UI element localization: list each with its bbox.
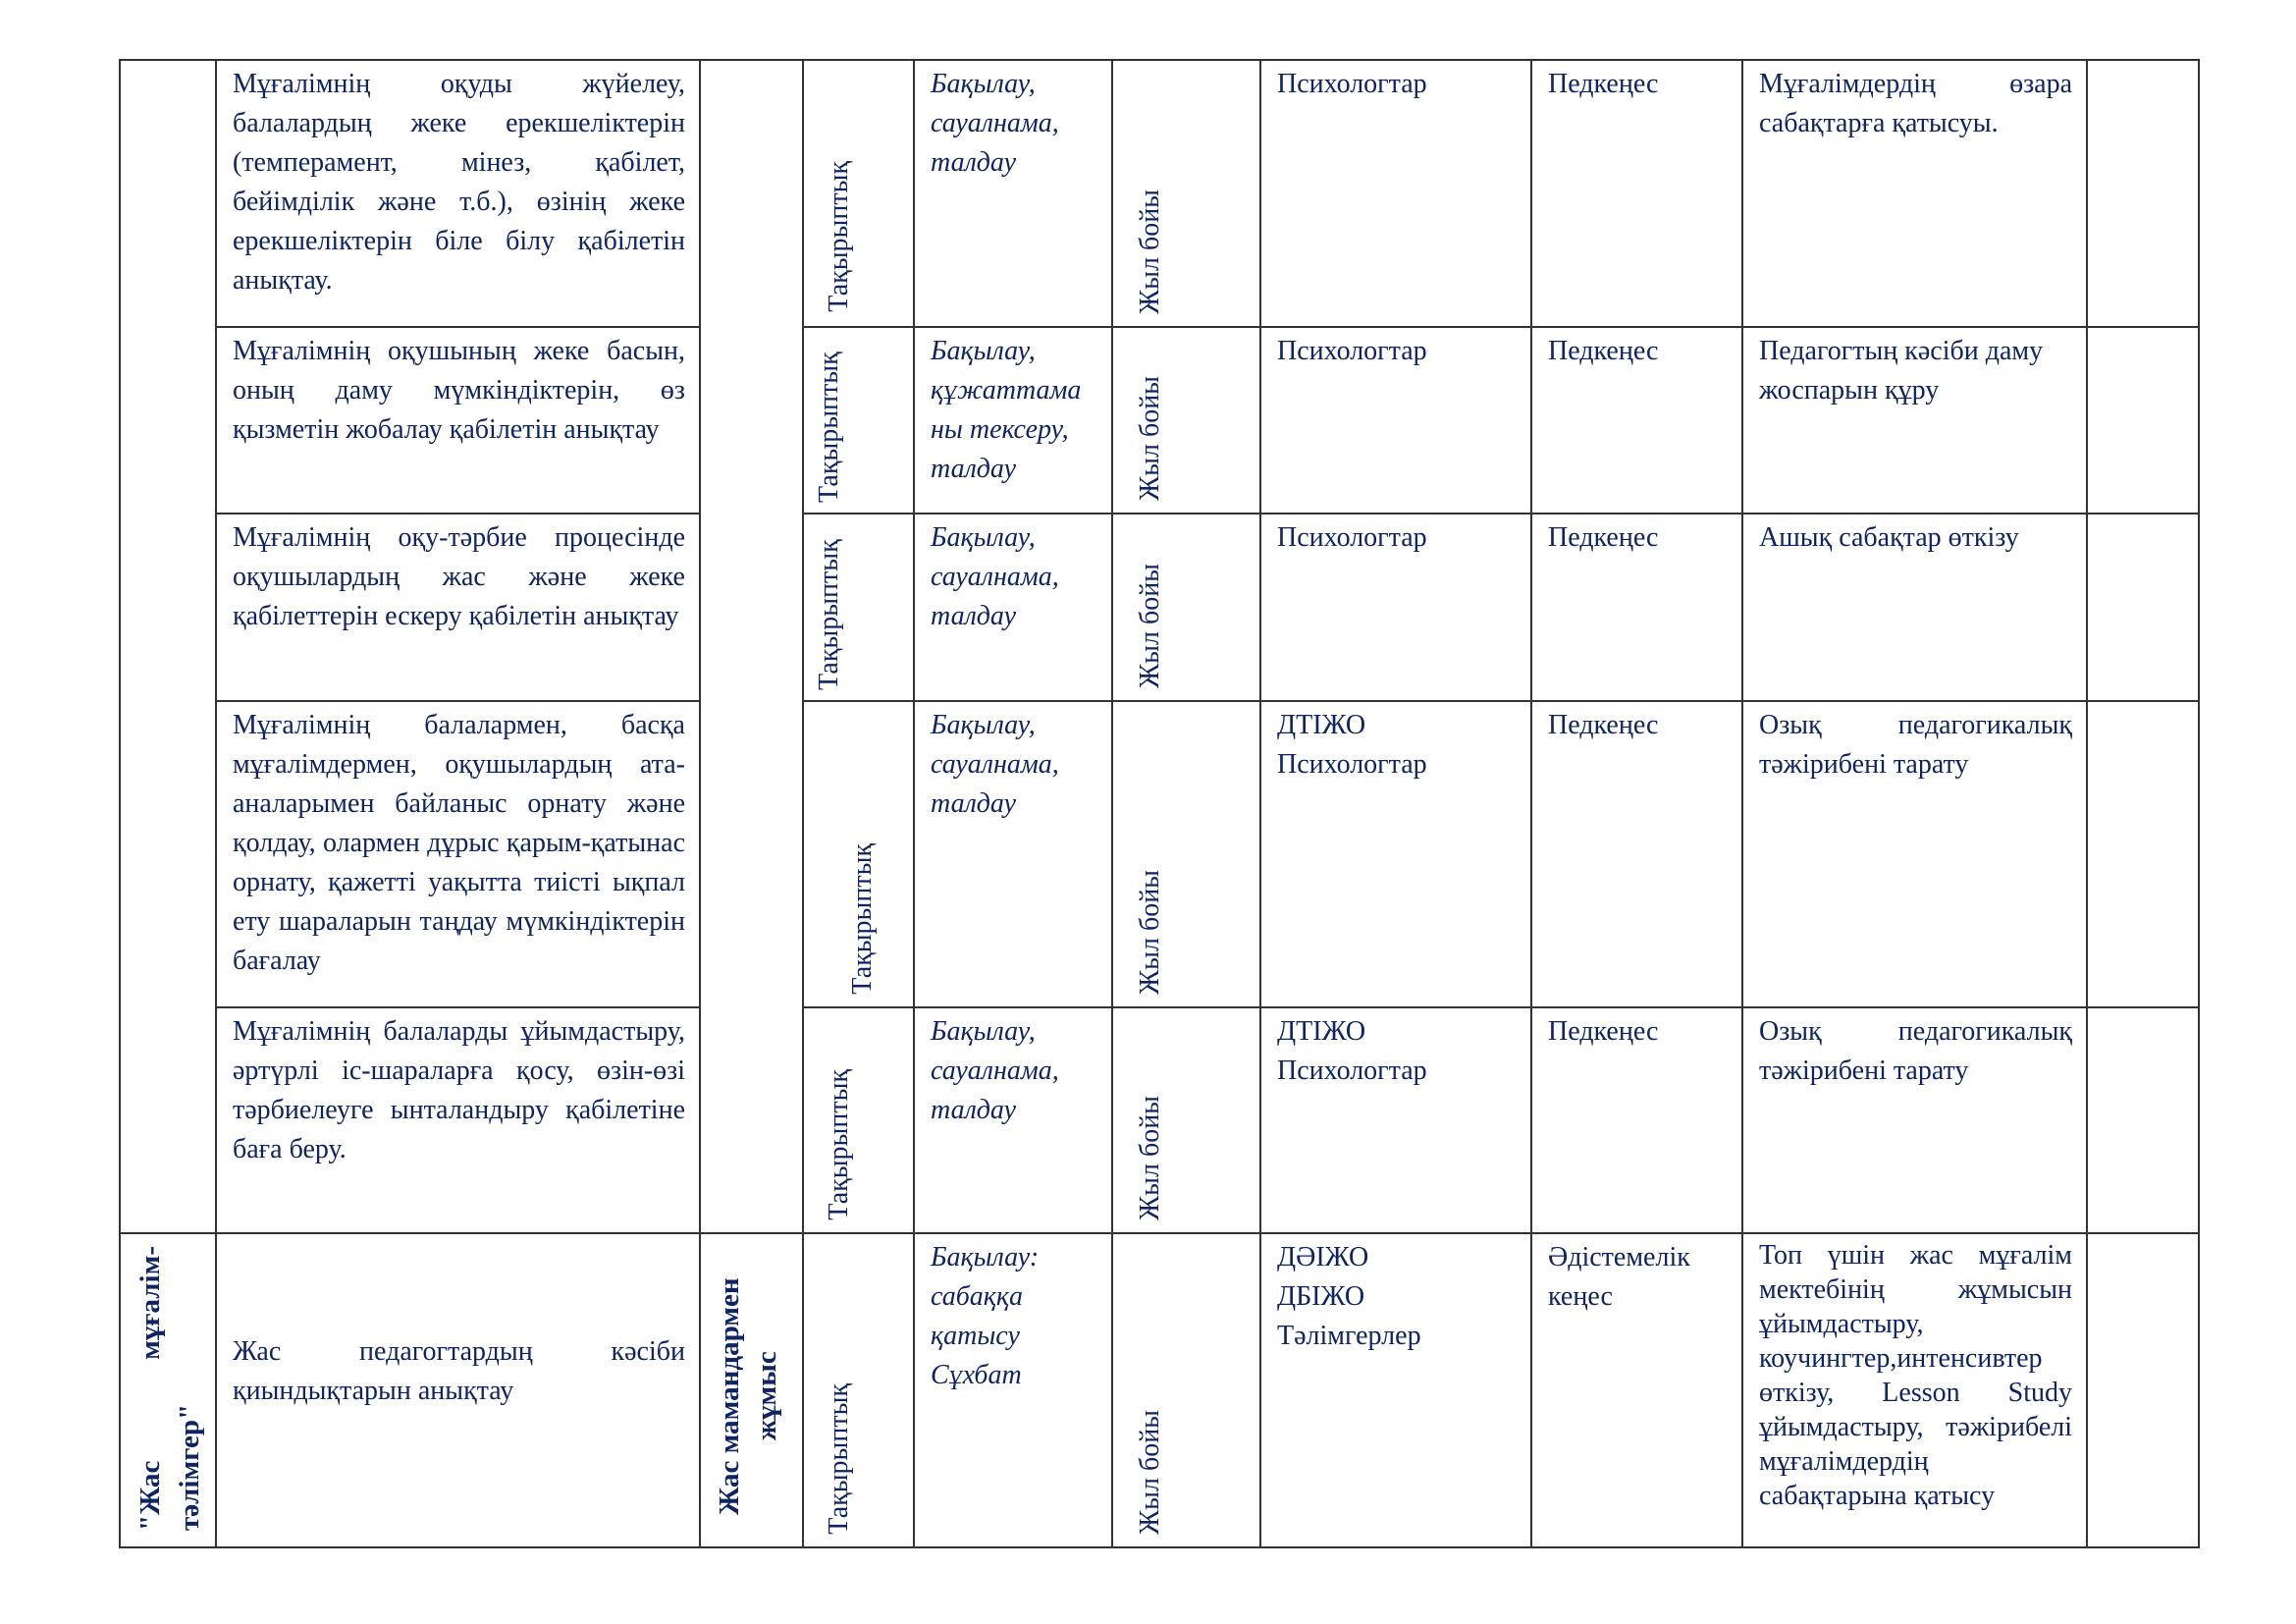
responsible-item: ДӘІЖО [1277, 1242, 1369, 1272]
discussion-cell: Әдістемелік кеңес [1531, 1233, 1742, 1547]
goal-text: Жас педагогтардың кәсіби қиындықтарын анықтау [233, 1336, 685, 1406]
goal-cell: Мұғалімнің балаларды ұйымдастыру, әртүрлі іс-шараларға қосу, өзін-өзі тәрбиелеуге ынталандыру қабілетіне баға беру. [216, 1007, 700, 1233]
period-cell [1112, 1007, 1260, 1233]
result-cell: Озық педагогикалық тәжірибені тарату [1742, 1007, 2087, 1233]
table-row [120, 1233, 2199, 1547]
control-type-cell [803, 60, 914, 327]
methods-cell [914, 701, 1112, 1007]
table-row [120, 701, 2199, 1007]
period-cell [1112, 60, 1260, 327]
period: Жыл бойы [1135, 376, 1165, 501]
responsible-item: Психологтар [1277, 336, 1427, 366]
method-line: талдау [931, 1095, 1016, 1125]
methods-cell [914, 60, 1112, 327]
control-type: Тақырыптық [814, 352, 844, 503]
method-line: сауалнама, [931, 562, 1059, 592]
method-line: Бақылау, [931, 710, 1036, 740]
result-cell: Мұғалімдердің өзара сабақтарға қатысуы. [1742, 60, 2087, 327]
period: Жыл бойы [1135, 564, 1165, 688]
method-line: қатысу [931, 1321, 1020, 1351]
responsible-item: ДТІЖО [1277, 710, 1366, 740]
note-cell [2087, 514, 2199, 701]
table-row [120, 1007, 2199, 1233]
result-cell: Ашық сабақтар өткізу [1742, 514, 2087, 701]
result-cell: Педагогтың кәсіби даму жоспарын құру [1742, 327, 2087, 514]
note-cell [2087, 1233, 2199, 1547]
control-type-cell [803, 701, 914, 1007]
goal-cell: Мұғалімнің оқу-тәрбие процесінде оқушылардың жас және жеке қабілеттерін ескеру қабілетін анықтау [216, 514, 700, 701]
control-type-cell [803, 327, 914, 514]
method-line: сауалнама, [931, 749, 1059, 780]
method-line: Бақылау, [931, 522, 1036, 553]
goal-cell [216, 1233, 700, 1547]
note-cell [2087, 1007, 2199, 1233]
period: Жыл бойы [1135, 1096, 1165, 1220]
control-type: Тақырыптық [814, 539, 844, 690]
control-type: Тақырыптық [824, 1069, 854, 1220]
direction-cell [700, 60, 803, 1233]
direction-cell [700, 1233, 803, 1547]
responsible-item: Психологтар [1277, 1056, 1427, 1086]
method-line: Бақылау, [931, 1016, 1036, 1047]
method-line: сауалнама, [931, 1056, 1059, 1086]
responsible-item: Психологтар [1277, 522, 1427, 553]
table-row [120, 327, 2199, 514]
goal-cell: Мұғалімнің оқуды жүйелеу, балалардың жеке ерекшеліктерін (темперамент, мінез, қабілет, бейімділік және т.б.), өзінің жеке ерекшеліктерін біле білу қабілетін анықтау. [216, 60, 700, 327]
control-plan-table [119, 59, 2200, 1548]
goal-cell: Мұғалімнің оқушының жеке басын, оның даму мүмкіндіктерін, өз қызметін жобалау қабілетін анықтау [216, 327, 700, 514]
table-row [120, 514, 2199, 701]
section-label: "Жас мұғалім-тәлімгер" [134, 1246, 205, 1531]
method-line: талдау [931, 454, 1016, 484]
discussion-cell: Педкеңес [1531, 327, 1742, 514]
control-type: Тақырыптық [847, 843, 878, 995]
discussion-cell: Педкеңес [1531, 60, 1742, 327]
period-cell [1112, 701, 1260, 1007]
discussion-cell: Педкеңес [1531, 701, 1742, 1007]
period-cell [1112, 514, 1260, 701]
period-cell [1112, 1233, 1260, 1547]
responsible-item: Тәлімгерлер [1277, 1321, 1421, 1351]
method-line: Бақылау, [931, 69, 1036, 99]
note-cell [2087, 701, 2199, 1007]
method-line: талдау [931, 788, 1016, 819]
methods-cell [914, 1007, 1112, 1233]
method-line: сауалнама, [931, 108, 1059, 138]
responsible-item: Психологтар [1277, 749, 1427, 780]
responsible-cell [1260, 701, 1531, 1007]
result-cell: Топ үшін жас мұғалім мектебінің жұмысын ұйымдастыру, коучингтер,интенсивтер өткізу, Lesson Study ұйымдастыру, тәжірибелі мұғалімдердің сабақтарына қатысу [1742, 1233, 2087, 1547]
method-line: Сұхбат [931, 1360, 1022, 1390]
table-row [120, 60, 2199, 327]
method-line: талдау [931, 601, 1016, 631]
methods-cell [914, 1233, 1112, 1547]
period: Жыл бойы [1135, 1410, 1165, 1535]
control-type-cell [803, 1007, 914, 1233]
method-line: Бақылау: [931, 1242, 1040, 1272]
method-line: ны тексеру, [931, 414, 1069, 445]
responsible-item: ДТІЖО [1277, 1016, 1366, 1047]
section-cell [120, 60, 216, 1233]
responsible-cell [1260, 1233, 1531, 1547]
responsible-item: Психологтар [1277, 69, 1427, 99]
methods-cell [914, 327, 1112, 514]
goal-cell: Мұғалімнің балалармен, басқа мұғалімдермен, оқушылардың ата-аналарымен байланыс орнату және қолдау, олармен дұрыс қарым-қатынас орнату, қажетті уақытта тиісті ықпал ету шараларын таңдау мүмкіндіктерін бағалау [216, 701, 700, 1007]
period: Жыл бойы [1135, 189, 1165, 314]
discussion-cell: Педкеңес [1531, 1007, 1742, 1233]
method-line: сабаққа [931, 1281, 1023, 1312]
responsible-item: ДБІЖО [1277, 1281, 1365, 1312]
responsible-cell [1260, 1007, 1531, 1233]
control-type: Тақырыптық [824, 1383, 854, 1535]
result-cell: Озық педагогикалық тәжірибені тарату [1742, 701, 2087, 1007]
note-cell [2087, 60, 2199, 327]
note-cell [2087, 327, 2199, 514]
control-type: Тақырыптық [824, 161, 854, 312]
period: Жыл бойы [1135, 870, 1165, 995]
period-cell [1112, 327, 1260, 514]
section-cell [120, 1233, 216, 1547]
method-line: құжаттама [931, 375, 1082, 406]
discussion-cell: Педкеңес [1531, 514, 1742, 701]
method-line: талдау [931, 147, 1016, 178]
direction-label: Жас мамандармен жұмыс [714, 1277, 782, 1515]
method-line: Бақылау, [931, 336, 1036, 366]
responsible-cell [1260, 514, 1531, 701]
control-type-cell [803, 1233, 914, 1547]
responsible-cell [1260, 60, 1531, 327]
methods-cell [914, 514, 1112, 701]
control-type-cell [803, 514, 914, 701]
responsible-cell [1260, 327, 1531, 514]
